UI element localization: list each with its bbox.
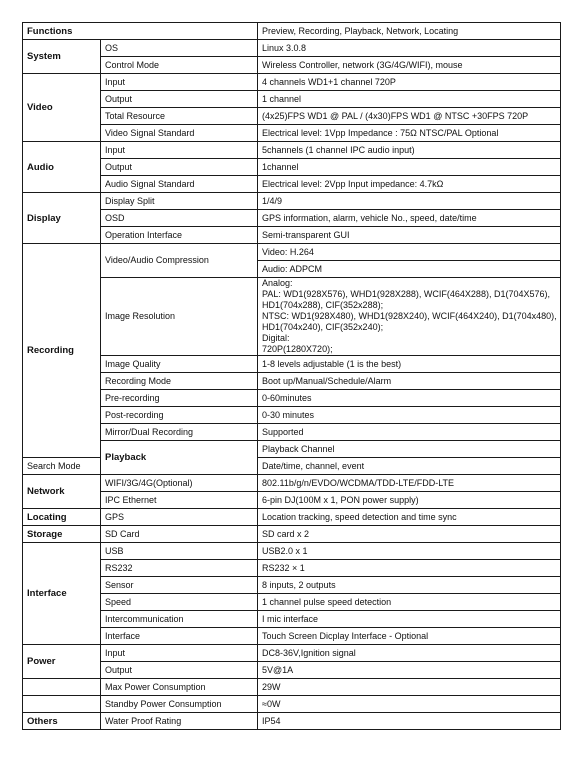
table-row xyxy=(23,244,561,261)
spec-value: Date/time, channel, event xyxy=(258,458,561,475)
spec-value: 1channel xyxy=(258,159,561,176)
category-power: Power xyxy=(23,645,101,679)
category-display: Display xyxy=(23,193,101,244)
spec-name: Audio Signal Standard xyxy=(101,176,258,193)
category-recording: Recording xyxy=(23,244,101,458)
table-row xyxy=(23,560,561,577)
spec-value: Semi-transparent GUI xyxy=(258,227,561,244)
resolution-line: HD1(704x288), CIF(352x288); xyxy=(262,300,384,310)
spec-value: 0-30 minutes xyxy=(258,407,561,424)
spec-value: 5channels (1 channel IPC audio input) xyxy=(258,142,561,159)
spec-value: USB2.0 x 1 xyxy=(258,543,561,560)
spec-name: Output xyxy=(101,91,258,108)
spec-name: Control Mode xyxy=(101,57,258,74)
resolution-line: PAL: WD1(928X576), WHD1(928X288), WCIF(464X288), D1(704X576), xyxy=(262,289,550,299)
spec-name: Video Signal Standard xyxy=(101,125,258,142)
spec-name: WIFI/3G/4G(Optional) xyxy=(101,475,258,492)
spec-value: ≈0W xyxy=(258,696,561,713)
table-row xyxy=(23,390,561,407)
category-network: Network xyxy=(23,475,101,509)
spec-name: Video/Audio Compression xyxy=(101,244,258,278)
table-row xyxy=(23,159,561,176)
spec-value: Touch Screen Dicplay Interface - Optional xyxy=(258,628,561,645)
spec-name: GPS xyxy=(101,509,258,526)
spec-name: Display Split xyxy=(101,193,258,210)
spec-sheet xyxy=(22,22,560,730)
resolution-line: Analog: xyxy=(262,278,293,288)
spec-value: Supported xyxy=(258,424,561,441)
spec-name: Intercommunication xyxy=(101,611,258,628)
table-row xyxy=(23,227,561,244)
category-playback: Playback xyxy=(101,441,258,475)
spec-value: 802.11b/g/n/EVDO/WCDMA/TDD-LTE/FDD-LTE xyxy=(258,475,561,492)
spec-name: Pre-recording xyxy=(101,390,258,407)
table-row xyxy=(23,424,561,441)
empty-category-cell xyxy=(23,696,101,713)
spec-value: Location tracking, speed detection and time sync xyxy=(258,509,561,526)
spec-name: Speed xyxy=(101,594,258,611)
table-row xyxy=(23,278,561,356)
spec-name: Mirror/Dual Recording xyxy=(101,424,258,441)
spec-value-multiline xyxy=(258,278,561,356)
spec-name: Operation Interface xyxy=(101,227,258,244)
spec-value: 1/4/9 xyxy=(258,193,561,210)
resolution-line: 720P(1280X720); xyxy=(262,344,333,354)
category-audio: Audio xyxy=(23,142,101,193)
spec-name: Output xyxy=(101,662,258,679)
table-row xyxy=(23,108,561,125)
table-row xyxy=(23,679,561,696)
spec-value: 6-pin DJ(100M x 1, PON power supply) xyxy=(258,492,561,509)
table-row xyxy=(23,611,561,628)
category-video: Video xyxy=(23,74,101,142)
empty-category-cell xyxy=(23,679,101,696)
spec-name: Max Power Consumption xyxy=(101,679,258,696)
spec-value: 0-60minutes xyxy=(258,390,561,407)
spec-value: 4 channels WD1+1 channel 720P xyxy=(258,74,561,91)
spec-name: Sensor xyxy=(101,577,258,594)
spec-name: Image Resolution xyxy=(101,278,258,356)
spec-value: Preview, Recording, Playback, Network, Locating xyxy=(258,23,561,40)
table-row xyxy=(23,210,561,227)
spec-value: Audio: ADPCM xyxy=(258,261,561,278)
spec-name: USB xyxy=(101,543,258,560)
spec-name: Playback Channel xyxy=(258,441,561,458)
spec-value: Video: H.264 xyxy=(258,244,561,261)
table-row xyxy=(23,526,561,543)
spec-name: Recording Mode xyxy=(101,373,258,390)
spec-name: Output xyxy=(101,159,258,176)
spec-value: 1 channel xyxy=(258,91,561,108)
spec-value: 29W xyxy=(258,679,561,696)
resolution-line: NTSC: WD1(928X480), WHD1(928X240), WCIF(464X240), D1(704x480), xyxy=(262,311,557,321)
table-row xyxy=(23,176,561,193)
table-row xyxy=(23,441,561,458)
category-interface: Interface xyxy=(23,543,101,645)
table-row xyxy=(23,475,561,492)
spec-value: Electrical level: 1Vpp Impedance : 75Ω NTSC/PAL Optional xyxy=(258,125,561,142)
table-row xyxy=(23,543,561,560)
spec-name: SD Card xyxy=(101,526,258,543)
table-row xyxy=(23,40,561,57)
spec-value: DC8-36V,Ignition signal xyxy=(258,645,561,662)
spec-name: Image Quality xyxy=(101,356,258,373)
spec-value: Wireless Controller, network (3G/4G/WIFI), mouse xyxy=(258,57,561,74)
category-storage: Storage xyxy=(23,526,101,543)
category-others: Others xyxy=(23,713,101,730)
spec-name: IPC Ethernet xyxy=(101,492,258,509)
spec-value: I mic interface xyxy=(258,611,561,628)
specification-table xyxy=(22,22,561,730)
spec-value: 1-8 levels adjustable (1 is the best) xyxy=(258,356,561,373)
table-row xyxy=(23,713,561,730)
spec-value: (4x25)FPS WD1 @ PAL / (4x30)FPS WD1 @ NTSC +30FPS 720P xyxy=(258,108,561,125)
spec-name: Input xyxy=(101,74,258,91)
spec-value: RS232 × 1 xyxy=(258,560,561,577)
spec-value: IP54 xyxy=(258,713,561,730)
resolution-line: HD1(704x240), CIF(352x240); xyxy=(262,322,384,332)
resolution-line: Digital: xyxy=(262,333,290,343)
spec-name: Input xyxy=(101,645,258,662)
table-row xyxy=(23,142,561,159)
spec-value: SD card x 2 xyxy=(258,526,561,543)
spec-name: OS xyxy=(101,40,258,57)
table-row xyxy=(23,662,561,679)
table-row xyxy=(23,356,561,373)
spec-name: OSD xyxy=(101,210,258,227)
table-row xyxy=(23,492,561,509)
spec-value: 5V@1A xyxy=(258,662,561,679)
spec-name: Input xyxy=(101,142,258,159)
table-row xyxy=(23,23,561,40)
spec-value: Boot up/Manual/Schedule/Alarm xyxy=(258,373,561,390)
spec-value: 1 channel pulse speed detection xyxy=(258,594,561,611)
category-system: System xyxy=(23,40,101,74)
spec-name: Water Proof Rating xyxy=(101,713,258,730)
table-row xyxy=(23,577,561,594)
table-row xyxy=(23,57,561,74)
table-row xyxy=(23,373,561,390)
spec-name: Post-recording xyxy=(101,407,258,424)
category-locating: Locating xyxy=(23,509,101,526)
spec-name: Search Mode xyxy=(23,458,101,475)
table-row xyxy=(23,91,561,108)
spec-value: Electrical level: 2Vpp Input impedance: 4.7kΩ xyxy=(258,176,561,193)
table-row xyxy=(23,193,561,210)
table-row xyxy=(23,628,561,645)
table-row xyxy=(23,125,561,142)
spec-value: 8 inputs, 2 outputs xyxy=(258,577,561,594)
table-row xyxy=(23,74,561,91)
spec-value: Linux 3.0.8 xyxy=(258,40,561,57)
category-functions: Functions xyxy=(23,23,258,40)
table-row xyxy=(23,645,561,662)
table-row xyxy=(23,509,561,526)
spec-name: RS232 xyxy=(101,560,258,577)
table-row xyxy=(23,407,561,424)
spec-name: Standby Power Consumption xyxy=(101,696,258,713)
spec-name: Total Resource xyxy=(101,108,258,125)
table-row xyxy=(23,696,561,713)
spec-value: GPS information, alarm, vehicle No., speed, date/time xyxy=(258,210,561,227)
spec-name: Interface xyxy=(101,628,258,645)
table-row xyxy=(23,594,561,611)
